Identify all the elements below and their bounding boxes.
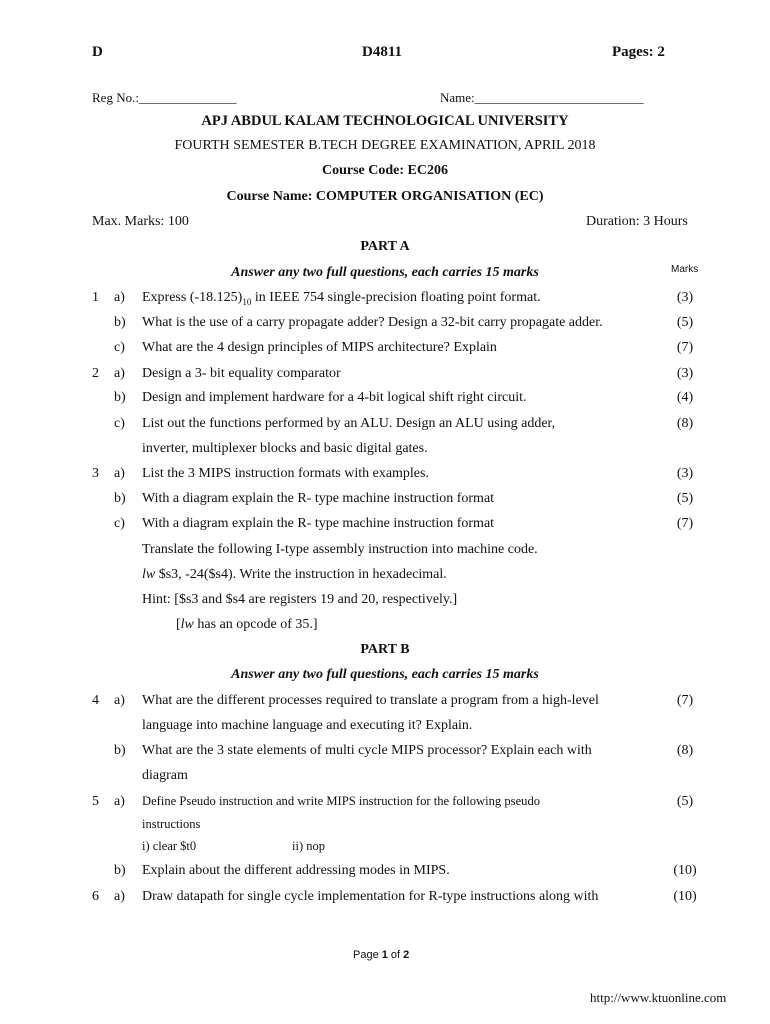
sub-label: b): [114, 491, 126, 506]
part-b-instruction: Answer any two full questions, each carries 15 marks: [231, 667, 539, 682]
question-text: lw $s3, -24($s4). Write the instruction in hexadecimal.: [142, 567, 447, 582]
question-text: instructions: [142, 817, 201, 831]
marks: (5): [676, 794, 694, 809]
question-number: 3: [92, 466, 99, 481]
marks: (3): [676, 290, 694, 305]
sub-label: c): [114, 340, 125, 355]
sub-label: a): [114, 693, 125, 708]
question-text: Define Pseudo instruction and write MIPS instruction for the following pseudo: [142, 794, 541, 808]
course-code: Course Code: EC206: [322, 163, 448, 178]
series-label: D: [92, 44, 103, 60]
marks: (4): [676, 390, 694, 405]
question-text: With a diagram explain the R- type machine instruction format: [142, 516, 495, 531]
sub-label: a): [114, 466, 125, 481]
option-text: ii) nop: [292, 839, 325, 853]
question-text: language into machine language and executing it? Explain.: [142, 718, 473, 733]
question-text: [lw has an opcode of 35.]: [176, 617, 318, 632]
question-text: What is the use of a carry propagate adder? Design a 32-bit carry propagate adder.: [142, 315, 603, 330]
question-text: What are the 4 design principles of MIPS architecture? Explain: [142, 340, 497, 355]
question-number: 5: [92, 794, 99, 809]
part-a-instruction: Answer any two full questions, each carries 15 marks: [231, 265, 539, 280]
marks: (3): [676, 466, 694, 481]
paper-code: D4811: [362, 44, 403, 60]
question-text: Design and implement hardware for a 4-bit logical shift right circuit.: [142, 390, 527, 405]
sub-label: b): [114, 315, 126, 330]
marks: (10): [673, 863, 697, 878]
duration: Duration: 3 Hours: [586, 214, 688, 229]
marks: (3): [676, 366, 694, 381]
sub-label: a): [114, 366, 125, 381]
question-number: 6: [92, 889, 99, 904]
question-text: Hint: [$s3 and $s4 are registers 19 and 20, respectively.]: [142, 592, 458, 607]
question-text: Explain about the different addressing modes in MIPS.: [142, 863, 450, 878]
part-a-title: PART A: [360, 239, 410, 254]
question-text: List the 3 MIPS instruction formats with examples.: [142, 466, 429, 481]
question-number: 1: [92, 290, 99, 305]
page-number: Page 1 of 2: [353, 949, 410, 961]
question-text: inverter, multiplexer blocks and basic digital gates.: [142, 441, 428, 456]
question-text: With a diagram explain the R- type machine instruction format: [142, 491, 495, 506]
marks: (8): [676, 743, 694, 758]
sub-label: b): [114, 743, 126, 758]
sub-label: b): [114, 390, 126, 405]
marks: (7): [676, 693, 694, 708]
marks-header: Marks: [671, 264, 699, 275]
marks: (5): [676, 315, 694, 330]
question-text: Design a 3- bit equality comparator: [142, 366, 341, 381]
exam-title: FOURTH SEMESTER B.TECH DEGREE EXAMINATION, APRIL 2018: [174, 138, 596, 153]
pages-label: Pages: 2: [612, 44, 665, 60]
question-number: 2: [92, 366, 99, 381]
sub-label: a): [114, 889, 125, 904]
sub-label: b): [114, 863, 126, 878]
question-text: Draw datapath for single cycle implementation for R-type instructions along with: [142, 889, 599, 904]
max-marks: Max. Marks: 100: [92, 214, 189, 229]
question-text: Express $(-18.125)_{10}$ in IEEE 754 single-precision floating point format.: [142, 290, 541, 307]
name-field: Name:__________________________: [440, 90, 644, 105]
question-text: List out the functions performed by an ALU. Design an ALU using adder,: [142, 416, 556, 431]
marks: (10): [673, 889, 697, 904]
option-text: i) clear $t0: [142, 839, 197, 853]
question-text: What are the different processes required to translate a program from a high-level: [142, 693, 599, 708]
sub-label: a): [114, 794, 125, 809]
university-title: APJ ABDUL KALAM TECHNOLOGICAL UNIVERSITY: [201, 113, 569, 129]
sub-label: a): [114, 290, 125, 305]
marks: (7): [676, 340, 694, 355]
footer-url[interactable]: http://www.ktuonline.com: [590, 990, 727, 1005]
question-text: What are the 3 state elements of multi cycle MIPS processor? Explain each with: [142, 743, 592, 758]
course-name: Course Name: COMPUTER ORGANISATION (EC): [226, 189, 544, 204]
question-number: 4: [92, 693, 99, 708]
part-b-title: PART B: [360, 642, 410, 657]
question-text: Translate the following I-type assembly instruction into machine code.: [142, 542, 538, 557]
marks: (8): [676, 416, 694, 431]
marks: (5): [676, 491, 694, 506]
sub-label: c): [114, 516, 125, 531]
marks: (7): [676, 516, 694, 531]
question-text: diagram: [142, 768, 188, 783]
sub-label: c): [114, 416, 125, 431]
reg-no-field: Reg No.:_______________: [92, 90, 237, 105]
